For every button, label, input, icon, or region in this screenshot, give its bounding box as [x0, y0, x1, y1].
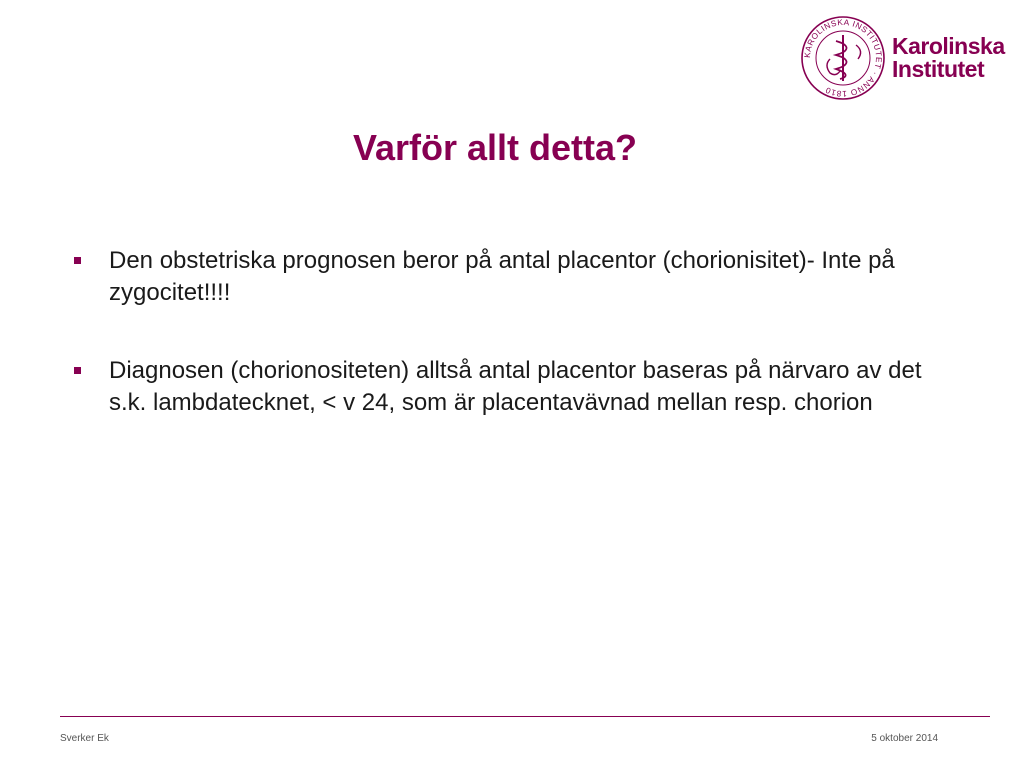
bullet-text: Den obstetriska prognosen beror på antal placentor (chorionisitet)- Inte på zygocitet!!!!	[109, 247, 895, 306]
wordmark-line-1: Karolinska	[892, 33, 1005, 59]
bullet-text: Diagnosen (chorionositeten) alltså antal placentor baseras på närvaro av det s.k. lambdatecknet, < v 24, som är placentavävnad mellan resp. chorion	[109, 357, 922, 416]
bullet-item	[72, 355, 932, 419]
karolinska-wordmark	[892, 35, 1005, 81]
bullet-item	[72, 245, 932, 309]
square-bullet-icon	[74, 257, 81, 264]
footer-date: 5 oktober 2014	[871, 733, 938, 744]
karolinska-seal-icon	[800, 15, 886, 101]
karolinska-logo	[800, 15, 1005, 101]
footer-author: Sverker Ek	[60, 733, 109, 744]
svg-text:KAROLINSKA INSTITUTET · ANNO 1: KAROLINSKA INSTITUTET · ANNO 1810	[802, 17, 884, 99]
slide-title: Varför allt detta?	[352, 127, 638, 168]
square-bullet-icon	[74, 367, 81, 374]
bullet-list	[72, 245, 932, 465]
wordmark-line-2: Institutet	[892, 56, 985, 82]
footer-divider	[60, 716, 990, 717]
